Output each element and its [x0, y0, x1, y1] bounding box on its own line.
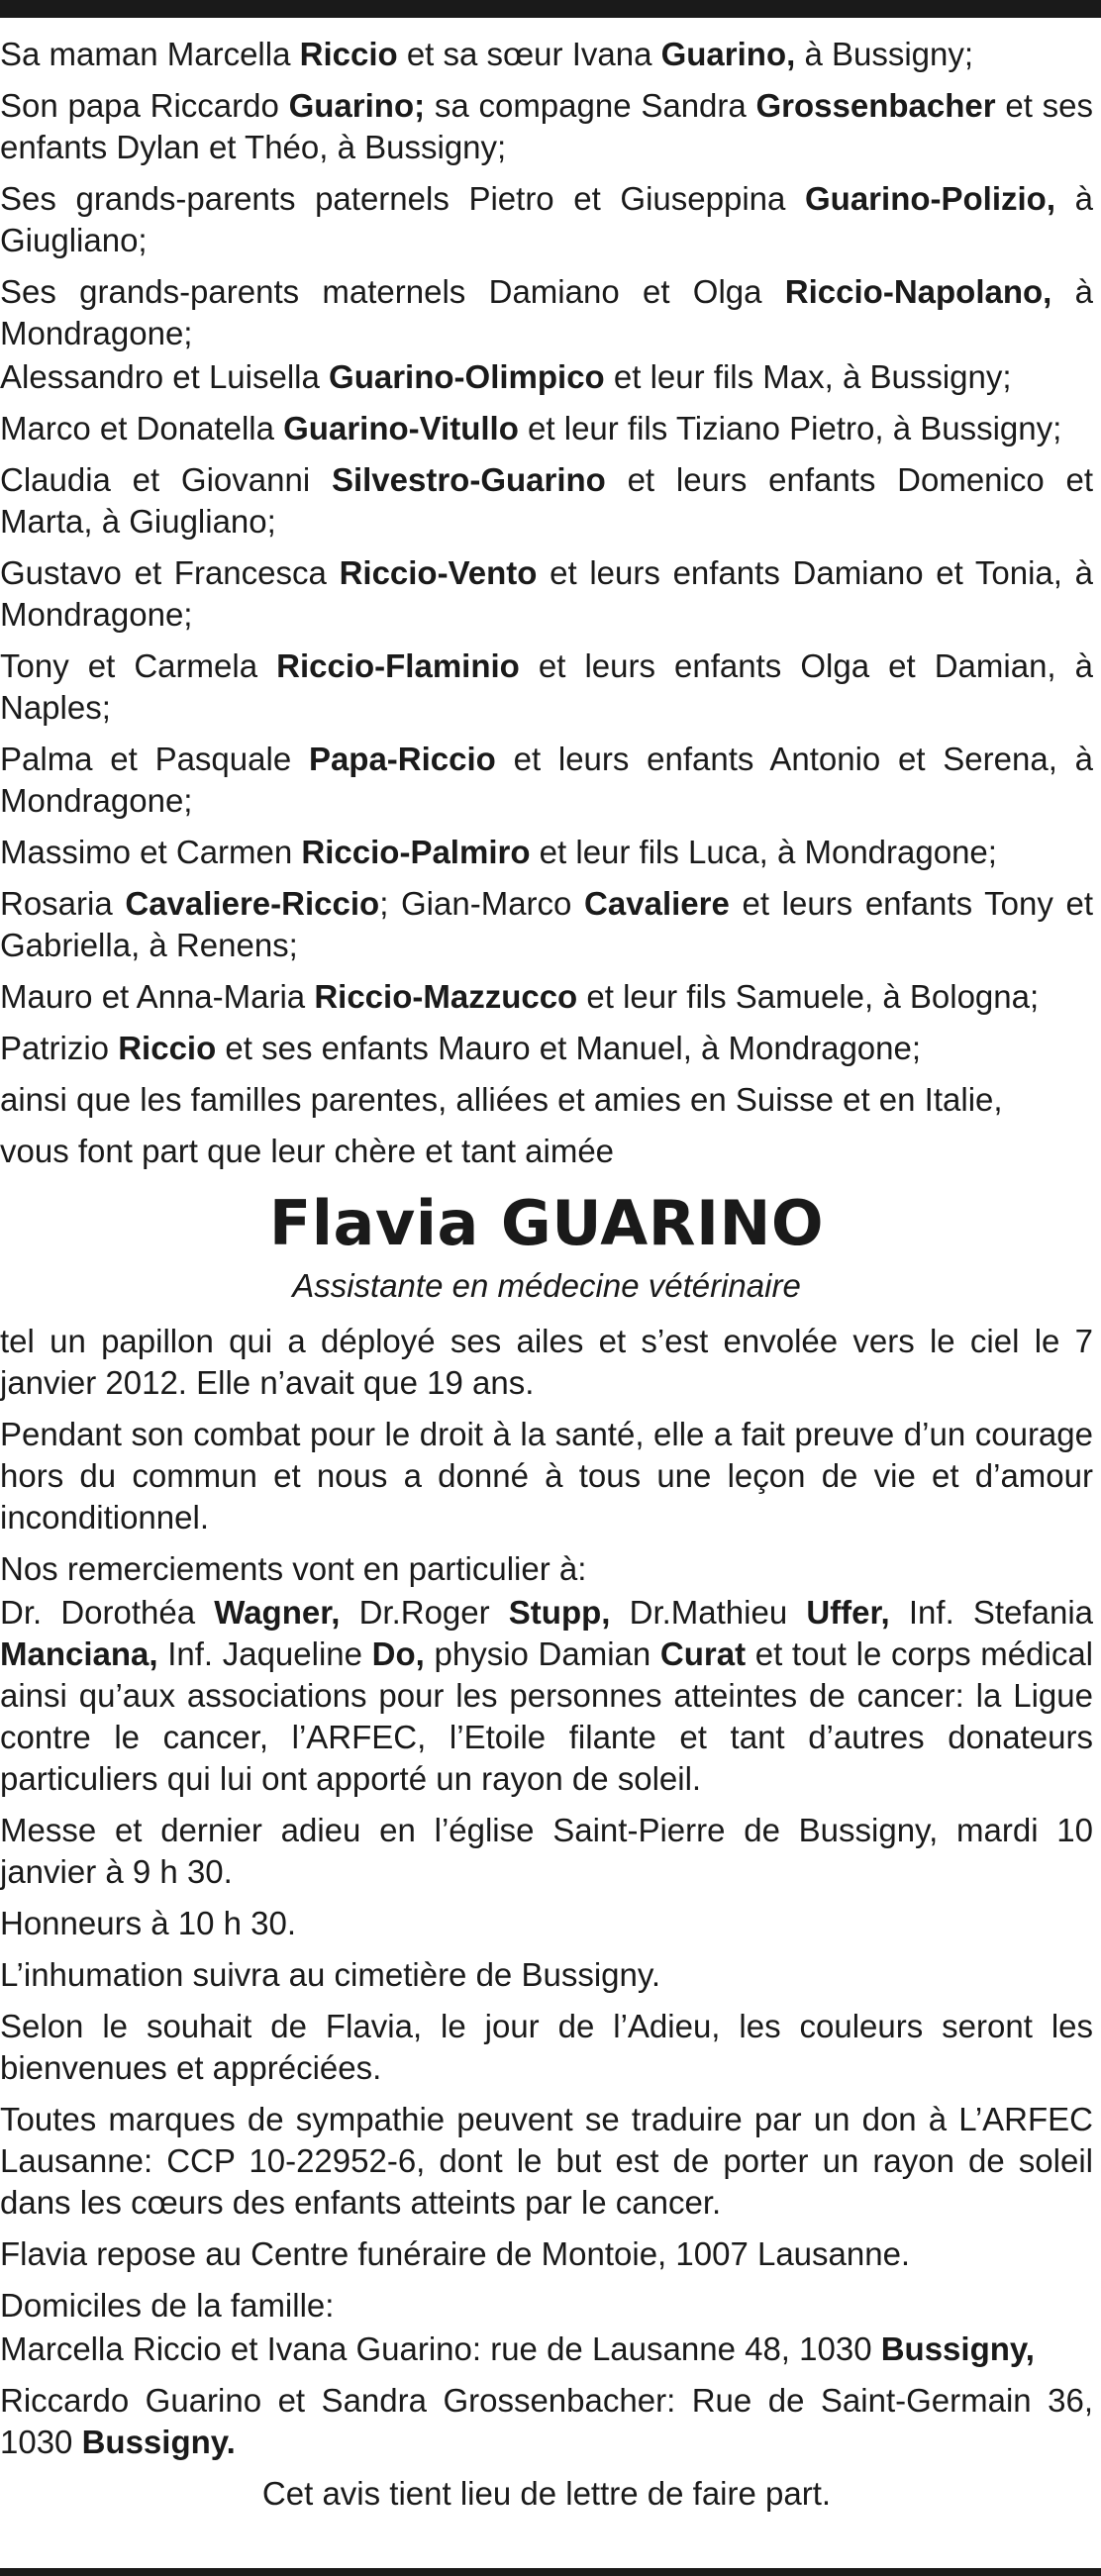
text-run: Gustavo et Francesca [0, 554, 340, 591]
text-run: Tony et Carmela [0, 647, 277, 684]
text-run: et leur fils Luca, à Mondragone; [530, 834, 997, 870]
text-run: Son papa Riccardo [0, 87, 289, 124]
bold-name: Riccio-Palmiro [301, 834, 531, 870]
family-line [0, 645, 1093, 729]
text-run: Ses grands-parents paternels Pietro et Giuseppina [0, 180, 805, 217]
bold-name: Riccio-Mazzucco [314, 978, 578, 1015]
bold-name: Curat [659, 1635, 747, 1672]
text-run: Mauro et Anna-Maria [0, 978, 315, 1015]
bold-name: Guarino-Vitullo [283, 410, 519, 446]
family-line [0, 832, 1093, 873]
text-run: et leur fils Max, à Bussigny; [604, 358, 1012, 395]
body-paragraph [0, 2099, 1093, 2224]
bold-name: Guarino, [660, 36, 796, 72]
text-run: tel un papillon qui a déployé ses ailes et s’est envolée vers le ciel le 7 janvier 2012. Elle n’avait que 19 ans. [0, 1323, 1093, 1401]
family-line [0, 459, 1093, 543]
body-paragraph [0, 1954, 1093, 1996]
text-run: Patrizio [0, 1030, 119, 1066]
body-paragraph [0, 1414, 1093, 1538]
text-run: ainsi que les familles parentes, alliées et amies en Suisse et en Italie, [0, 1081, 1003, 1118]
body-paragraph [0, 1592, 1093, 1800]
notice-body [0, 1321, 1093, 2463]
text-run: Dr.Roger [340, 1594, 509, 1631]
text-run: et leurs enfants Domenico et Marta, à Giugliano; [0, 461, 1093, 540]
bold-name: Uffer, [806, 1594, 890, 1631]
text-run: physio Damian [424, 1635, 660, 1672]
text-run: et ses enfants Dylan et Théo, à Bussigny; [0, 87, 1093, 165]
family-line [0, 552, 1093, 636]
text-run: Dr. Dorothéa [0, 1594, 215, 1631]
text-run: et leurs enfants Tony et Gabriella, à Renens; [0, 885, 1094, 963]
text-run: Selon le souhait de Flavia, le jour de l’Adieu, les couleurs seront les bienvenues et appréciées. [0, 2008, 1093, 2086]
text-run: Ses grands-parents maternels Damiano et Olga [0, 273, 785, 310]
bottom-rule [0, 2568, 1101, 2576]
text-run: et ses enfants Mauro et Manuel, à Mondragone; [216, 1030, 922, 1066]
text-run: Riccardo Guarino et Sandra Grossenbacher: Rue de Saint-Germain 36, 1030 [0, 2382, 1093, 2460]
bold-name: Guarino; [288, 87, 426, 124]
body-paragraph [0, 2380, 1093, 2463]
text-run: L’inhumation suivra au cimetière de Bussigny. [0, 1956, 661, 1993]
text-run: et leurs enfants Olga et Damian, à Naples; [0, 647, 1094, 726]
top-rule [0, 0, 1101, 18]
body-paragraph [0, 2328, 1093, 2370]
text-run: sa compagne Sandra [425, 87, 756, 124]
bold-name: Riccio [118, 1030, 217, 1066]
family-list [0, 34, 1093, 1172]
bold-name: Cavaliere [584, 885, 730, 922]
text-run: Rosaria [0, 885, 126, 922]
text-run: Pendant son combat pour le droit à la santé, elle a fait preuve d’un courage hors du commun et nous a donné à tous une leçon de vie et d’amour inconditionnel. [0, 1416, 1093, 1536]
bold-name: Silvestro-Guarino [331, 461, 606, 498]
text-run: à Mondragone; [0, 273, 1093, 351]
family-line [0, 1028, 1093, 1069]
family-line [0, 1079, 1093, 1121]
family-line [0, 356, 1093, 398]
family-line [0, 976, 1093, 1018]
obituary-notice [0, 34, 1093, 2525]
bold-name: Riccio-Flaminio [276, 647, 520, 684]
bold-name: Stupp, [508, 1594, 611, 1631]
text-run: Dr.Mathieu [610, 1594, 807, 1631]
body-paragraph [0, 1321, 1093, 1404]
bold-name: Grossenbacher [755, 87, 996, 124]
text-run: Messe et dernier adieu en l’église Saint-Pierre de Bussigny, mardi 10 janvier à 9 h 30. [0, 1812, 1093, 1890]
bold-name: Cavaliere-Riccio [125, 885, 380, 922]
text-run: Inf. Stefania [889, 1594, 1093, 1631]
text-run: Toutes marques de sympathie peuvent se traduire par un don à L’ARFEC Lausanne: CCP 10-22952-6, dont le but est de porter un rayon de soleil dans les cœurs des enfants atteints par le cancer. [0, 2101, 1093, 2221]
text-run: Marco et Donatella [0, 410, 284, 446]
bold-name: Bussigny, [880, 2330, 1035, 2367]
text-run: vous font part que leur chère et tant aimée [0, 1133, 615, 1169]
bold-name: Do, [371, 1635, 425, 1672]
body-paragraph [0, 1810, 1093, 1893]
text-run: Flavia repose au Centre funéraire de Montoie, 1007 Lausanne. [0, 2235, 911, 2272]
bold-name: Guarino-Polizio, [805, 180, 1055, 217]
text-run: Honneurs à 10 h 30. [0, 1905, 297, 1941]
bold-name: Riccio [299, 36, 398, 72]
text-run: Sa maman Marcella [0, 36, 300, 72]
bold-name: Wagner, [214, 1594, 341, 1631]
text-run: Alessandro et Luisella [0, 358, 330, 395]
text-run: Massimo et Carmen [0, 834, 302, 870]
body-paragraph [0, 1903, 1093, 1944]
text-run: Nos remerciements vont en particulier à: [0, 1550, 587, 1587]
bold-name: Riccio-Napolano, [784, 273, 1052, 310]
text-run: et leurs enfants Damiano et Tonia, à Mondragone; [0, 554, 1093, 633]
deceased-name: Flavia GUARINO [268, 1187, 825, 1259]
text-run: et sa sœur Ivana [397, 36, 661, 72]
family-line [0, 271, 1093, 354]
text-run: et leurs enfants Antonio et Serena, à Mondragone; [0, 741, 1093, 819]
text-run: ; Gian-Marco [379, 885, 585, 922]
text-run: et leur fils Samuele, à Bologna; [577, 978, 1040, 1015]
bold-name: Manciana, [0, 1635, 158, 1672]
bold-name: Guarino-Olimpico [329, 358, 605, 395]
text-run: à Giugliano; [0, 180, 1093, 258]
family-line [0, 1131, 1093, 1172]
bold-name: Bussigny. [81, 2424, 236, 2460]
family-line [0, 883, 1093, 966]
family-line [0, 739, 1093, 822]
body-paragraph [0, 2233, 1093, 2275]
family-line [0, 178, 1093, 261]
bold-name: Riccio-Vento [339, 554, 538, 591]
body-paragraph [0, 1548, 1093, 1590]
text-run: Inf. Jaqueline [157, 1635, 372, 1672]
bold-name: Papa-Riccio [308, 741, 496, 777]
closing-line: Cet avis tient lieu de lettre de faire part. [261, 2475, 832, 2512]
body-paragraph [0, 2006, 1093, 2089]
deceased-profession: Assistante en médecine vétérinaire [292, 1267, 801, 1304]
body-paragraph [0, 2285, 1093, 2327]
family-line [0, 408, 1093, 449]
text-run: Palma et Pasquale [0, 741, 309, 777]
text-run: Domiciles de la famille: [0, 2287, 335, 2324]
text-run: Claudia et Giovanni [0, 461, 332, 498]
family-line [0, 85, 1093, 168]
text-run: à Bussigny; [795, 36, 974, 72]
text-run: Marcella Riccio et Ivana Guarino: rue de Lausanne 48, 1030 [0, 2330, 881, 2367]
text-run: et tout le corps médical ainsi qu’aux associations pour les personnes atteintes de cancer: la Ligue contre le cancer, l’ARFEC, l’Etoile filante et tant d’autres donateurs particuliers qui lui ont apporté un rayon de soleil. [0, 1635, 1094, 1797]
family-line [0, 34, 1093, 75]
text-run: et leur fils Tiziano Pietro, à Bussigny; [518, 410, 1062, 446]
